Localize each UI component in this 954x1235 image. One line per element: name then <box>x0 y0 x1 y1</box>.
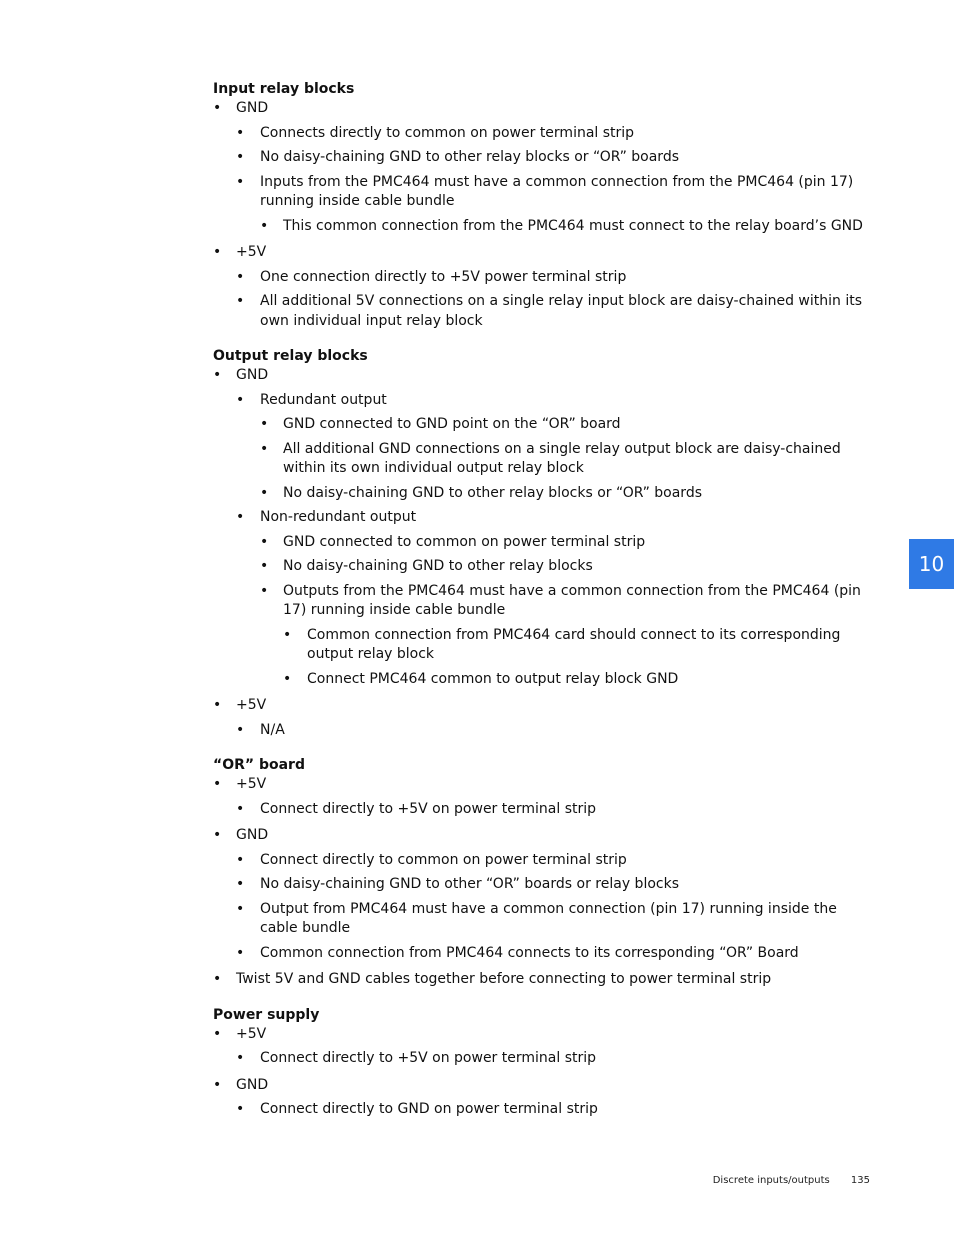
list-item <box>213 775 873 819</box>
list-item <box>260 217 873 237</box>
list-item <box>260 440 873 479</box>
list-item <box>236 508 873 689</box>
list-item <box>213 970 873 990</box>
list-item-text: • Connect PMC464 common to output relay block GND <box>307 670 679 687</box>
list-item-text: • Connect directly to GND on power terminal strip <box>260 1101 598 1117</box>
list-item <box>236 124 873 144</box>
list-item-text: • N/A <box>260 721 285 738</box>
bullet-list-level-4 <box>283 626 873 690</box>
bullet-list-level-2 <box>236 1100 873 1120</box>
section <box>213 347 873 740</box>
page-number: 135 <box>850 1175 870 1186</box>
bullet-list-level-2 <box>236 268 873 332</box>
list-item-text: • GND <box>236 827 269 843</box>
list-item <box>213 826 873 963</box>
chapter-tab: 10 <box>909 539 954 589</box>
section-heading: “OR” board <box>213 757 305 773</box>
list-item <box>236 800 873 820</box>
list-item-text: • GND <box>236 100 269 116</box>
bullet-list-level-3 <box>260 415 873 503</box>
bullet-list-level-1 <box>213 366 873 740</box>
list-item-text: • Outputs from the PMC464 must have a common connection from the PMC464 (pin 17) running inside cable bundle <box>283 582 861 618</box>
list-item <box>213 696 873 740</box>
list-item-text: • GND connected to common on power terminal strip <box>283 533 646 550</box>
list-item <box>236 292 873 331</box>
list-item-text: • Inputs from the PMC464 must have a common connection from the PMC464 (pin 17) running inside cable bundle <box>260 173 854 209</box>
list-item <box>213 366 873 689</box>
list-item <box>236 268 873 288</box>
bullet-list-level-1 <box>213 99 873 331</box>
list-item <box>236 1100 873 1120</box>
list-item-text: • All additional 5V connections on a single relay input block are daisy-chained within its own individual input relay block <box>260 293 863 329</box>
bullet-list-level-2 <box>236 1049 873 1069</box>
list-item <box>213 1025 873 1069</box>
list-item-text: • One connection directly to +5V power terminal strip <box>260 268 627 285</box>
list-item-text: • Redundant output <box>260 391 387 408</box>
list-item <box>260 484 873 504</box>
list-item-text: • Connects directly to common on power terminal strip <box>260 124 635 141</box>
section <box>213 1006 873 1120</box>
list-item <box>236 1049 873 1069</box>
list-item <box>213 99 873 236</box>
list-item-text: • All additional GND connections on a single relay output block are daisy-chained within its own individual output relay block <box>283 440 841 476</box>
list-item <box>260 557 873 577</box>
section-heading: Input relay blocks <box>213 81 355 97</box>
section <box>213 80 873 331</box>
section-heading: Output relay blocks <box>213 348 368 364</box>
section <box>213 756 873 990</box>
list-item <box>260 582 873 690</box>
list-item-text: • +5V <box>236 776 267 792</box>
list-item <box>236 721 873 741</box>
bullet-list-level-2 <box>236 124 873 237</box>
footer-section-name: Discrete inputs/outputs <box>712 1175 830 1186</box>
list-item-text: • Twist 5V and GND cables together before connecting to power terminal strip <box>236 971 772 987</box>
document-body <box>213 80 873 1136</box>
bullet-list-level-2 <box>236 721 873 741</box>
list-item <box>236 875 873 895</box>
list-item <box>236 851 873 871</box>
bullet-list-level-2 <box>236 851 873 964</box>
bullet-list-level-2 <box>236 800 873 820</box>
list-item-text: • Connect directly to common on power terminal strip <box>260 851 627 868</box>
list-item <box>260 533 873 553</box>
list-item-text: • No daisy-chaining GND to other relay blocks <box>283 558 593 574</box>
list-item <box>236 391 873 504</box>
list-item-text: • Common connection from PMC464 card should connect to its corresponding output relay block <box>307 626 841 662</box>
list-item-text: • GND <box>236 367 269 383</box>
list-item <box>260 415 873 435</box>
list-item <box>236 944 873 964</box>
list-item-text: • Connect directly to +5V on power terminal strip <box>260 1050 597 1066</box>
list-item-text: • GND <box>236 1076 269 1093</box>
bullet-list-level-3 <box>260 217 873 237</box>
bullet-list-level-1 <box>213 1025 873 1120</box>
list-item-text: • Common connection from PMC464 connects to its corresponding “OR” Board <box>260 944 799 961</box>
bullet-list-level-3 <box>260 533 873 690</box>
list-item-text: • +5V <box>236 1025 267 1042</box>
list-item-text: • GND connected to GND point on the “OR” board <box>283 416 621 432</box>
page-footer <box>600 1175 870 1186</box>
list-item-text: • Connect directly to +5V on power terminal strip <box>260 800 597 817</box>
bullet-list-level-1 <box>213 775 873 990</box>
list-item <box>236 173 873 237</box>
list-item <box>236 900 873 939</box>
section-heading: Power supply <box>213 1006 320 1023</box>
list-item-text: • This common connection from the PMC464 must connect to the relay board’s GND <box>283 217 863 234</box>
list-item <box>213 1076 873 1120</box>
list-item <box>236 148 873 168</box>
list-item <box>283 626 873 665</box>
list-item <box>213 243 873 331</box>
list-item-text: • Non-redundant output <box>260 509 417 525</box>
list-item-text: • No daisy-chaining GND to other relay blocks or “OR” boards <box>260 149 680 165</box>
bullet-list-level-2 <box>236 391 873 690</box>
list-item-text: • No daisy-chaining GND to other relay blocks or “OR” boards <box>283 484 703 501</box>
list-item-text: • +5V <box>236 244 267 260</box>
list-item <box>283 670 873 690</box>
list-item-text: • +5V <box>236 697 267 713</box>
list-item-text: • No daisy-chaining GND to other “OR” boards or relay blocks <box>260 876 680 892</box>
list-item-text: • Output from PMC464 must have a common connection (pin 17) running inside the cable bundle <box>260 900 837 936</box>
